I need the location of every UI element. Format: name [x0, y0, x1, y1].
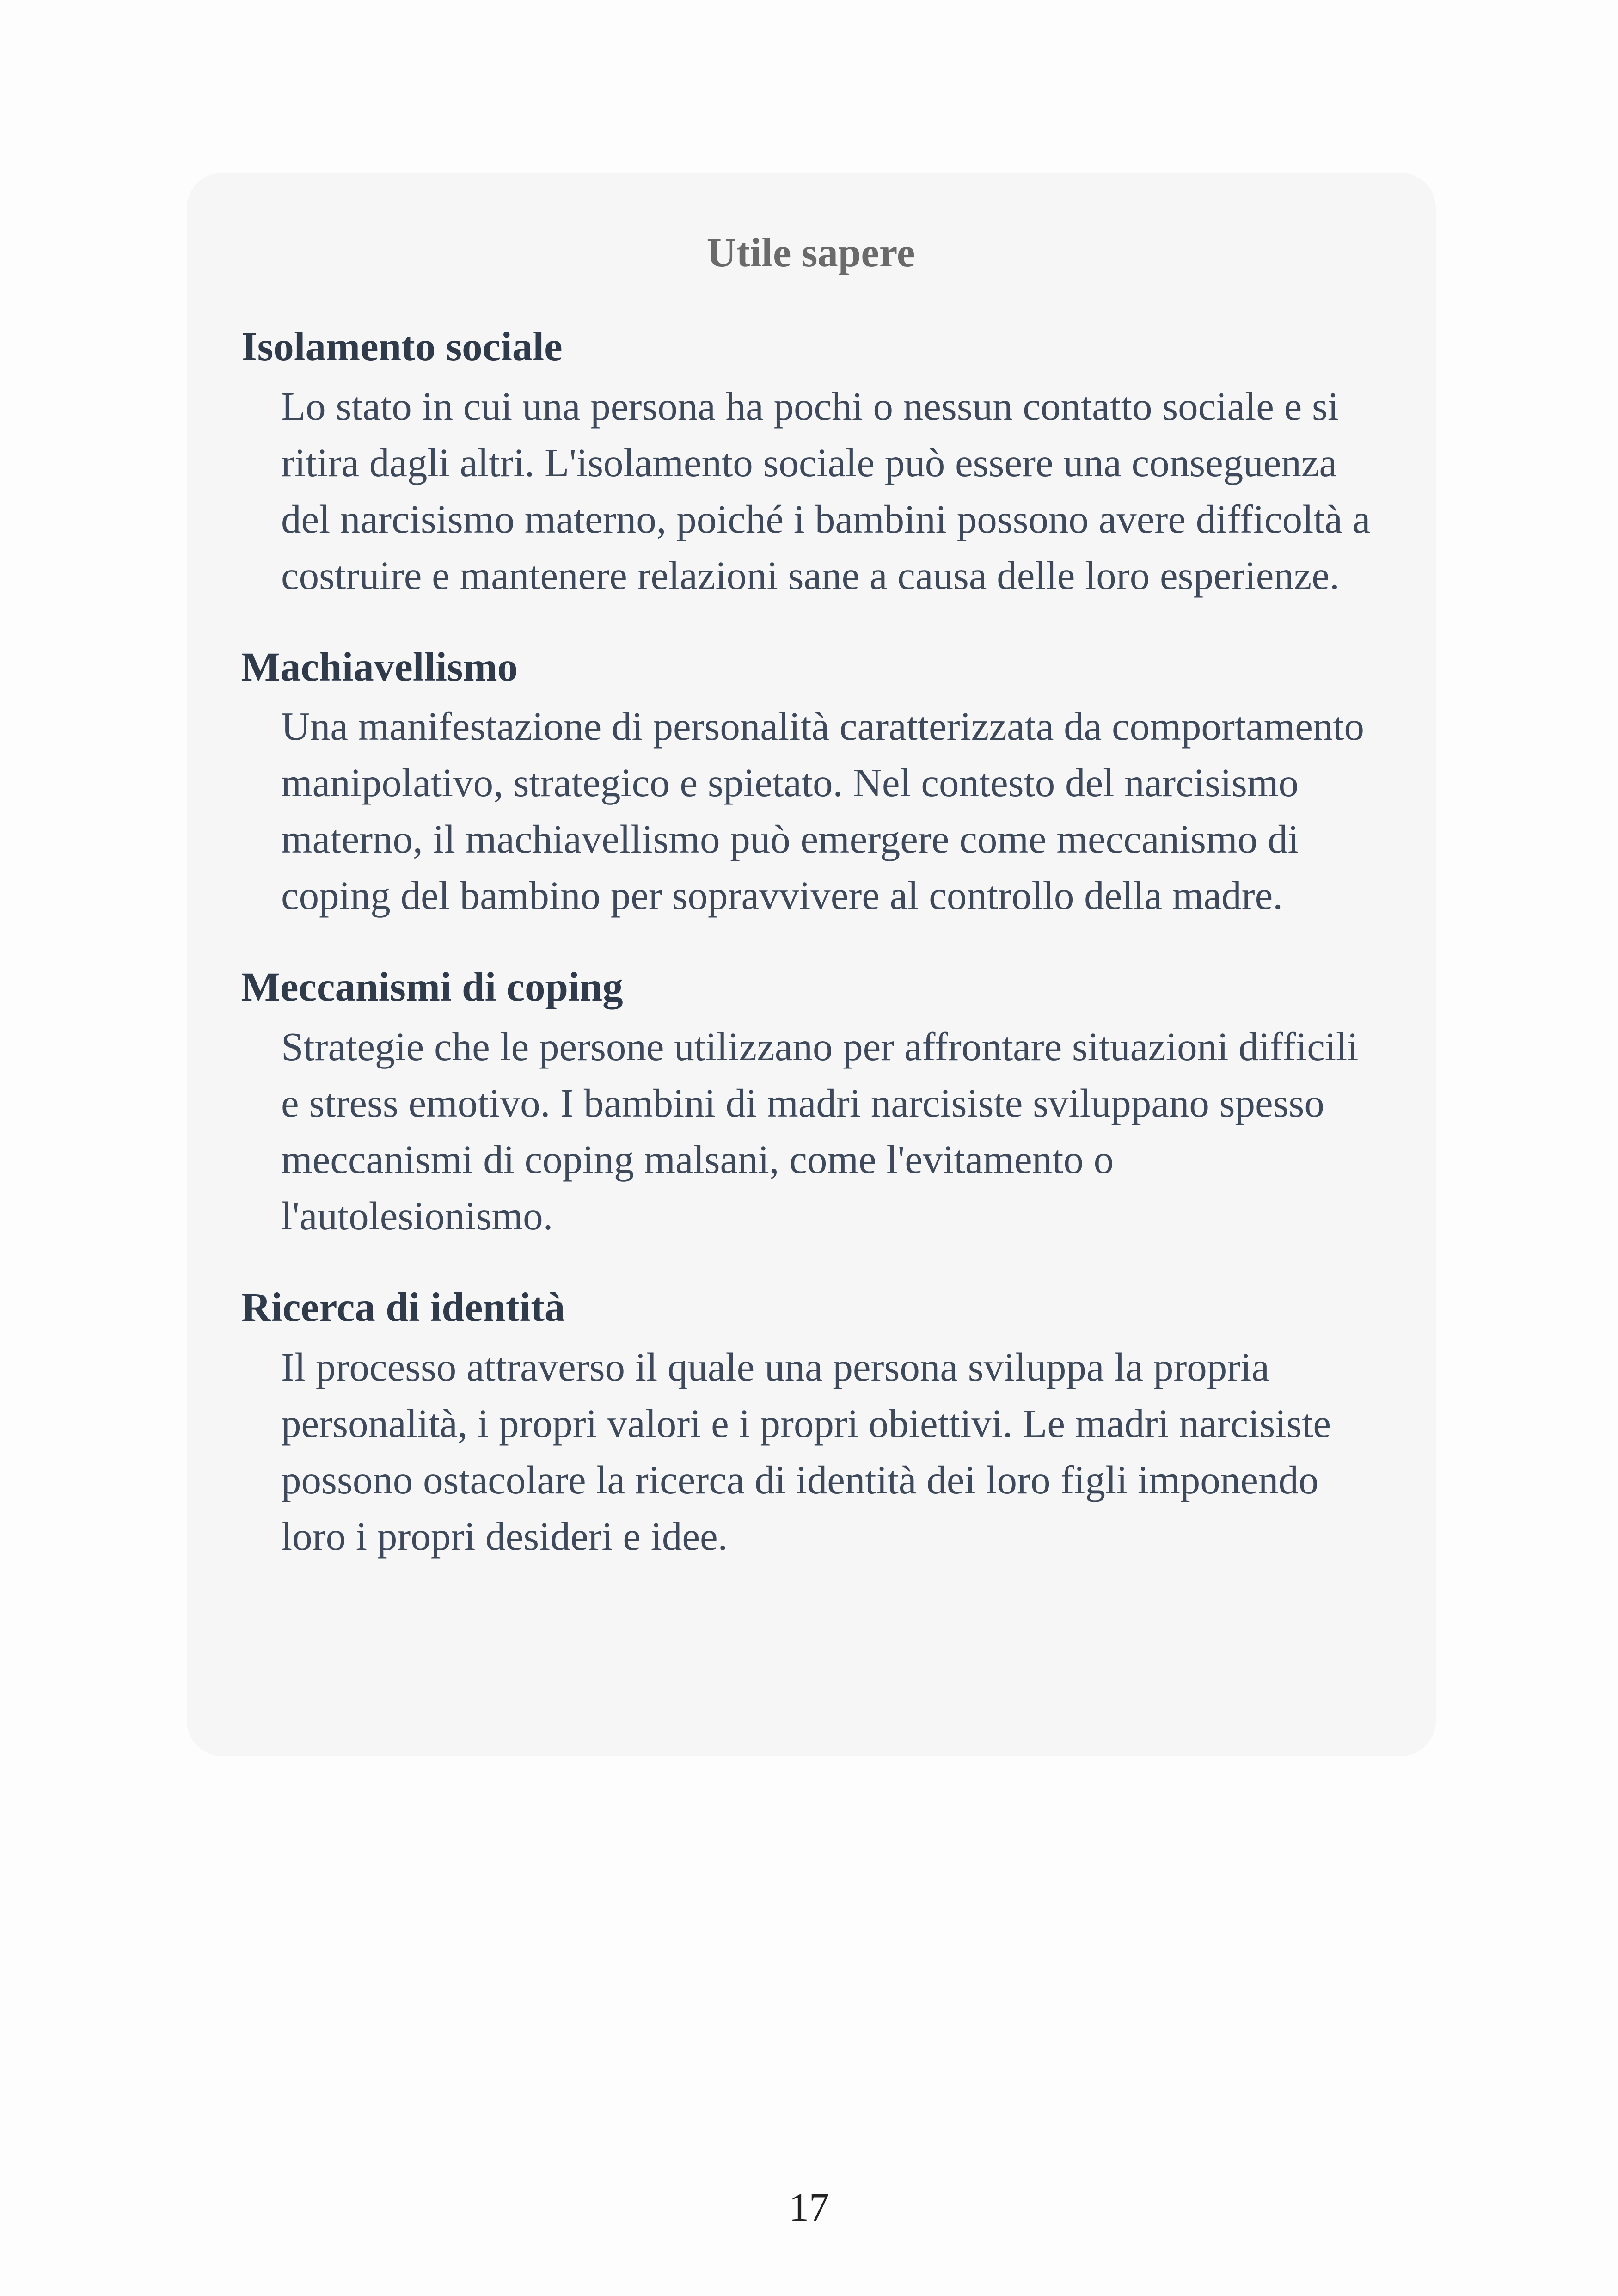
glossary-term: Ricerca di identità: [241, 1285, 565, 1331]
glossary-term: Machiavellismo: [241, 644, 518, 690]
glossary-entry-machiavellismo: [241, 643, 1380, 924]
glossary-definition: Lo stato in cui una persona ha pochi o nessun contatto sociale e si ritira dagli altri. L'isolamento sociale può essere una conseguenza del narcisismo materno, poiché i bambini possono avere difficoltà a costruire e mantenere relazioni sane a causa delle loro esperienze.: [281, 383, 1371, 598]
glossary-entry-meccanismi-di-coping: [241, 963, 1380, 1244]
glossary-entry-isolamento-sociale: [241, 322, 1380, 604]
glossary-term: Isolamento sociale: [241, 324, 563, 369]
page-number: 17: [789, 2185, 829, 2229]
glossary-term: Meccanismi di coping: [241, 964, 623, 1010]
glossary-definition: Una manifestazione di personalità caratterizzata da comportamento manipolativo, strategico e spietato. Nel contesto del narcisismo materno, il machiavellismo può emergere come meccanismo di coping del bambino per sopravvivere al controllo della madre.: [281, 704, 1365, 918]
glossary-entry-ricerca-di-identita: [241, 1283, 1380, 1565]
box-title: Utile sapere: [706, 230, 915, 276]
info-box: [187, 173, 1436, 1756]
glossary-definition: Strategie che le persone utilizzano per affrontare situazioni difficili e stress emotivo. I bambini di madri narcisiste sviluppano spesso meccanismi di coping malsani, come l'evitamento o l'autolesionismo.: [281, 1024, 1359, 1239]
glossary-definition: Il processo attraverso il quale una persona sviluppa la propria personalità, i propri valori e i propri obiettivi. Le madri narcisiste possono ostacolare la ricerca di identità dei loro figli imponendo loro i propri desideri e idee.: [281, 1344, 1331, 1559]
